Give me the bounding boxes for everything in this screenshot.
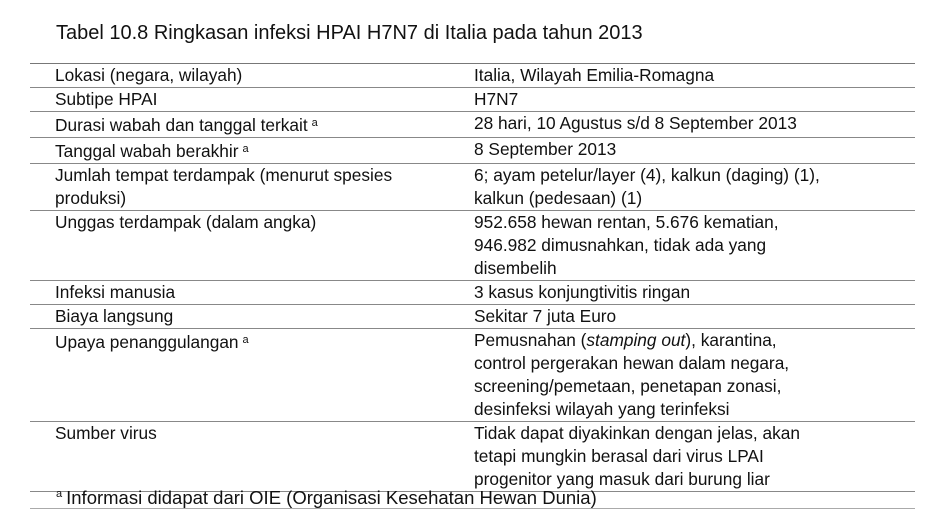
value-line: 952.658 hewan rentan, 5.676 kematian, xyxy=(474,212,779,232)
row-label xyxy=(30,164,472,210)
value-line: 8 September 2013 xyxy=(474,139,617,159)
table-row xyxy=(30,88,915,112)
label-line: produksi) xyxy=(55,188,127,208)
row-label xyxy=(30,422,472,491)
value-line: 6; ayam petelur/layer (4), kalkun (daging) (1), xyxy=(474,165,820,185)
label-line xyxy=(55,329,472,354)
label-line: Subtipe HPAI xyxy=(55,89,158,109)
row-value xyxy=(472,305,915,328)
label-line: Infeksi manusia xyxy=(55,282,176,302)
label-line: Biaya langsung xyxy=(55,306,174,326)
row-value xyxy=(472,112,915,137)
value-text: ), karantina, xyxy=(685,330,777,350)
label-line: Unggas terdampak (dalam angka) xyxy=(55,212,317,232)
row-label xyxy=(30,138,472,163)
label-text: Tanggal wabah berakhir xyxy=(55,141,239,161)
label-text: Upaya penanggulangan xyxy=(55,332,239,352)
table-title: Tabel 10.8 Ringkasan infeksi HPAI H7N7 di Italia pada tahun 2013 xyxy=(56,22,643,44)
table-row xyxy=(30,211,915,281)
footnote-marker: a xyxy=(311,117,318,129)
value-line: Italia, Wilayah Emilia-Romagna xyxy=(474,65,715,85)
label-line: Lokasi (negara, wilayah) xyxy=(55,65,243,85)
row-value xyxy=(472,329,915,421)
row-value xyxy=(472,88,915,111)
value-line: Tidak dapat diyakinkan dengan jelas, akan xyxy=(474,423,801,443)
value-line: disembelih xyxy=(474,258,557,278)
value-line: 946.982 dimusnahkan, tidak ada yang xyxy=(474,235,767,255)
footnote-rule xyxy=(30,508,915,509)
row-label xyxy=(30,112,472,137)
row-value xyxy=(472,164,915,210)
label-line xyxy=(55,138,472,163)
value-line: H7N7 xyxy=(474,89,519,109)
value-line: 3 kasus konjungtivitis ringan xyxy=(474,282,691,302)
table-row xyxy=(30,164,915,211)
table-row xyxy=(30,112,915,138)
value-line: screening/pemetaan, penetapan zonasi, xyxy=(474,376,782,396)
row-value xyxy=(472,64,915,87)
row-value xyxy=(472,138,915,163)
table-row xyxy=(30,329,915,422)
footnote-marker: a xyxy=(242,334,249,346)
row-label xyxy=(30,88,472,111)
table-footnote xyxy=(56,482,597,510)
row-label xyxy=(30,329,472,421)
footnote-text: Informasi didapat dari OIE (Organisasi Kesehatan Hewan Dunia) xyxy=(66,487,597,508)
row-label xyxy=(30,305,472,328)
row-label xyxy=(30,211,472,280)
value-line: kalkun (pedesaan) (1) xyxy=(474,188,643,208)
value-italic-text: stamping out xyxy=(586,330,686,350)
footnote-marker: a xyxy=(242,143,249,155)
row-label xyxy=(30,281,472,304)
summary-table xyxy=(30,63,915,492)
row-value xyxy=(472,422,915,491)
label-line: Jumlah tempat terdampak (menurut spesies xyxy=(55,165,393,185)
label-line xyxy=(55,112,472,137)
value-line xyxy=(474,329,915,352)
value-line: 28 hari, 10 Agustus s/d 8 September 2013 xyxy=(474,113,797,133)
table-row xyxy=(30,281,915,305)
row-value xyxy=(472,211,915,280)
label-text: Durasi wabah dan tanggal terkait xyxy=(55,115,308,135)
row-label xyxy=(30,64,472,87)
value-line: Sekitar 7 juta Euro xyxy=(474,306,617,326)
footnote-marker: a xyxy=(56,488,63,500)
value-line: control pergerakan hewan dalam negara, xyxy=(474,353,790,373)
value-line: desinfeksi wilayah yang terinfeksi xyxy=(474,399,730,419)
value-line: progenitor yang masuk dari burung liar xyxy=(474,469,770,489)
label-line: Sumber virus xyxy=(55,423,157,443)
table-row xyxy=(30,138,915,164)
table-row xyxy=(30,64,915,88)
value-text: Pemusnahan ( xyxy=(474,330,587,350)
row-value xyxy=(472,281,915,304)
value-line: tetapi mungkin berasal dari virus LPAI xyxy=(474,446,764,466)
table-row xyxy=(30,305,915,329)
